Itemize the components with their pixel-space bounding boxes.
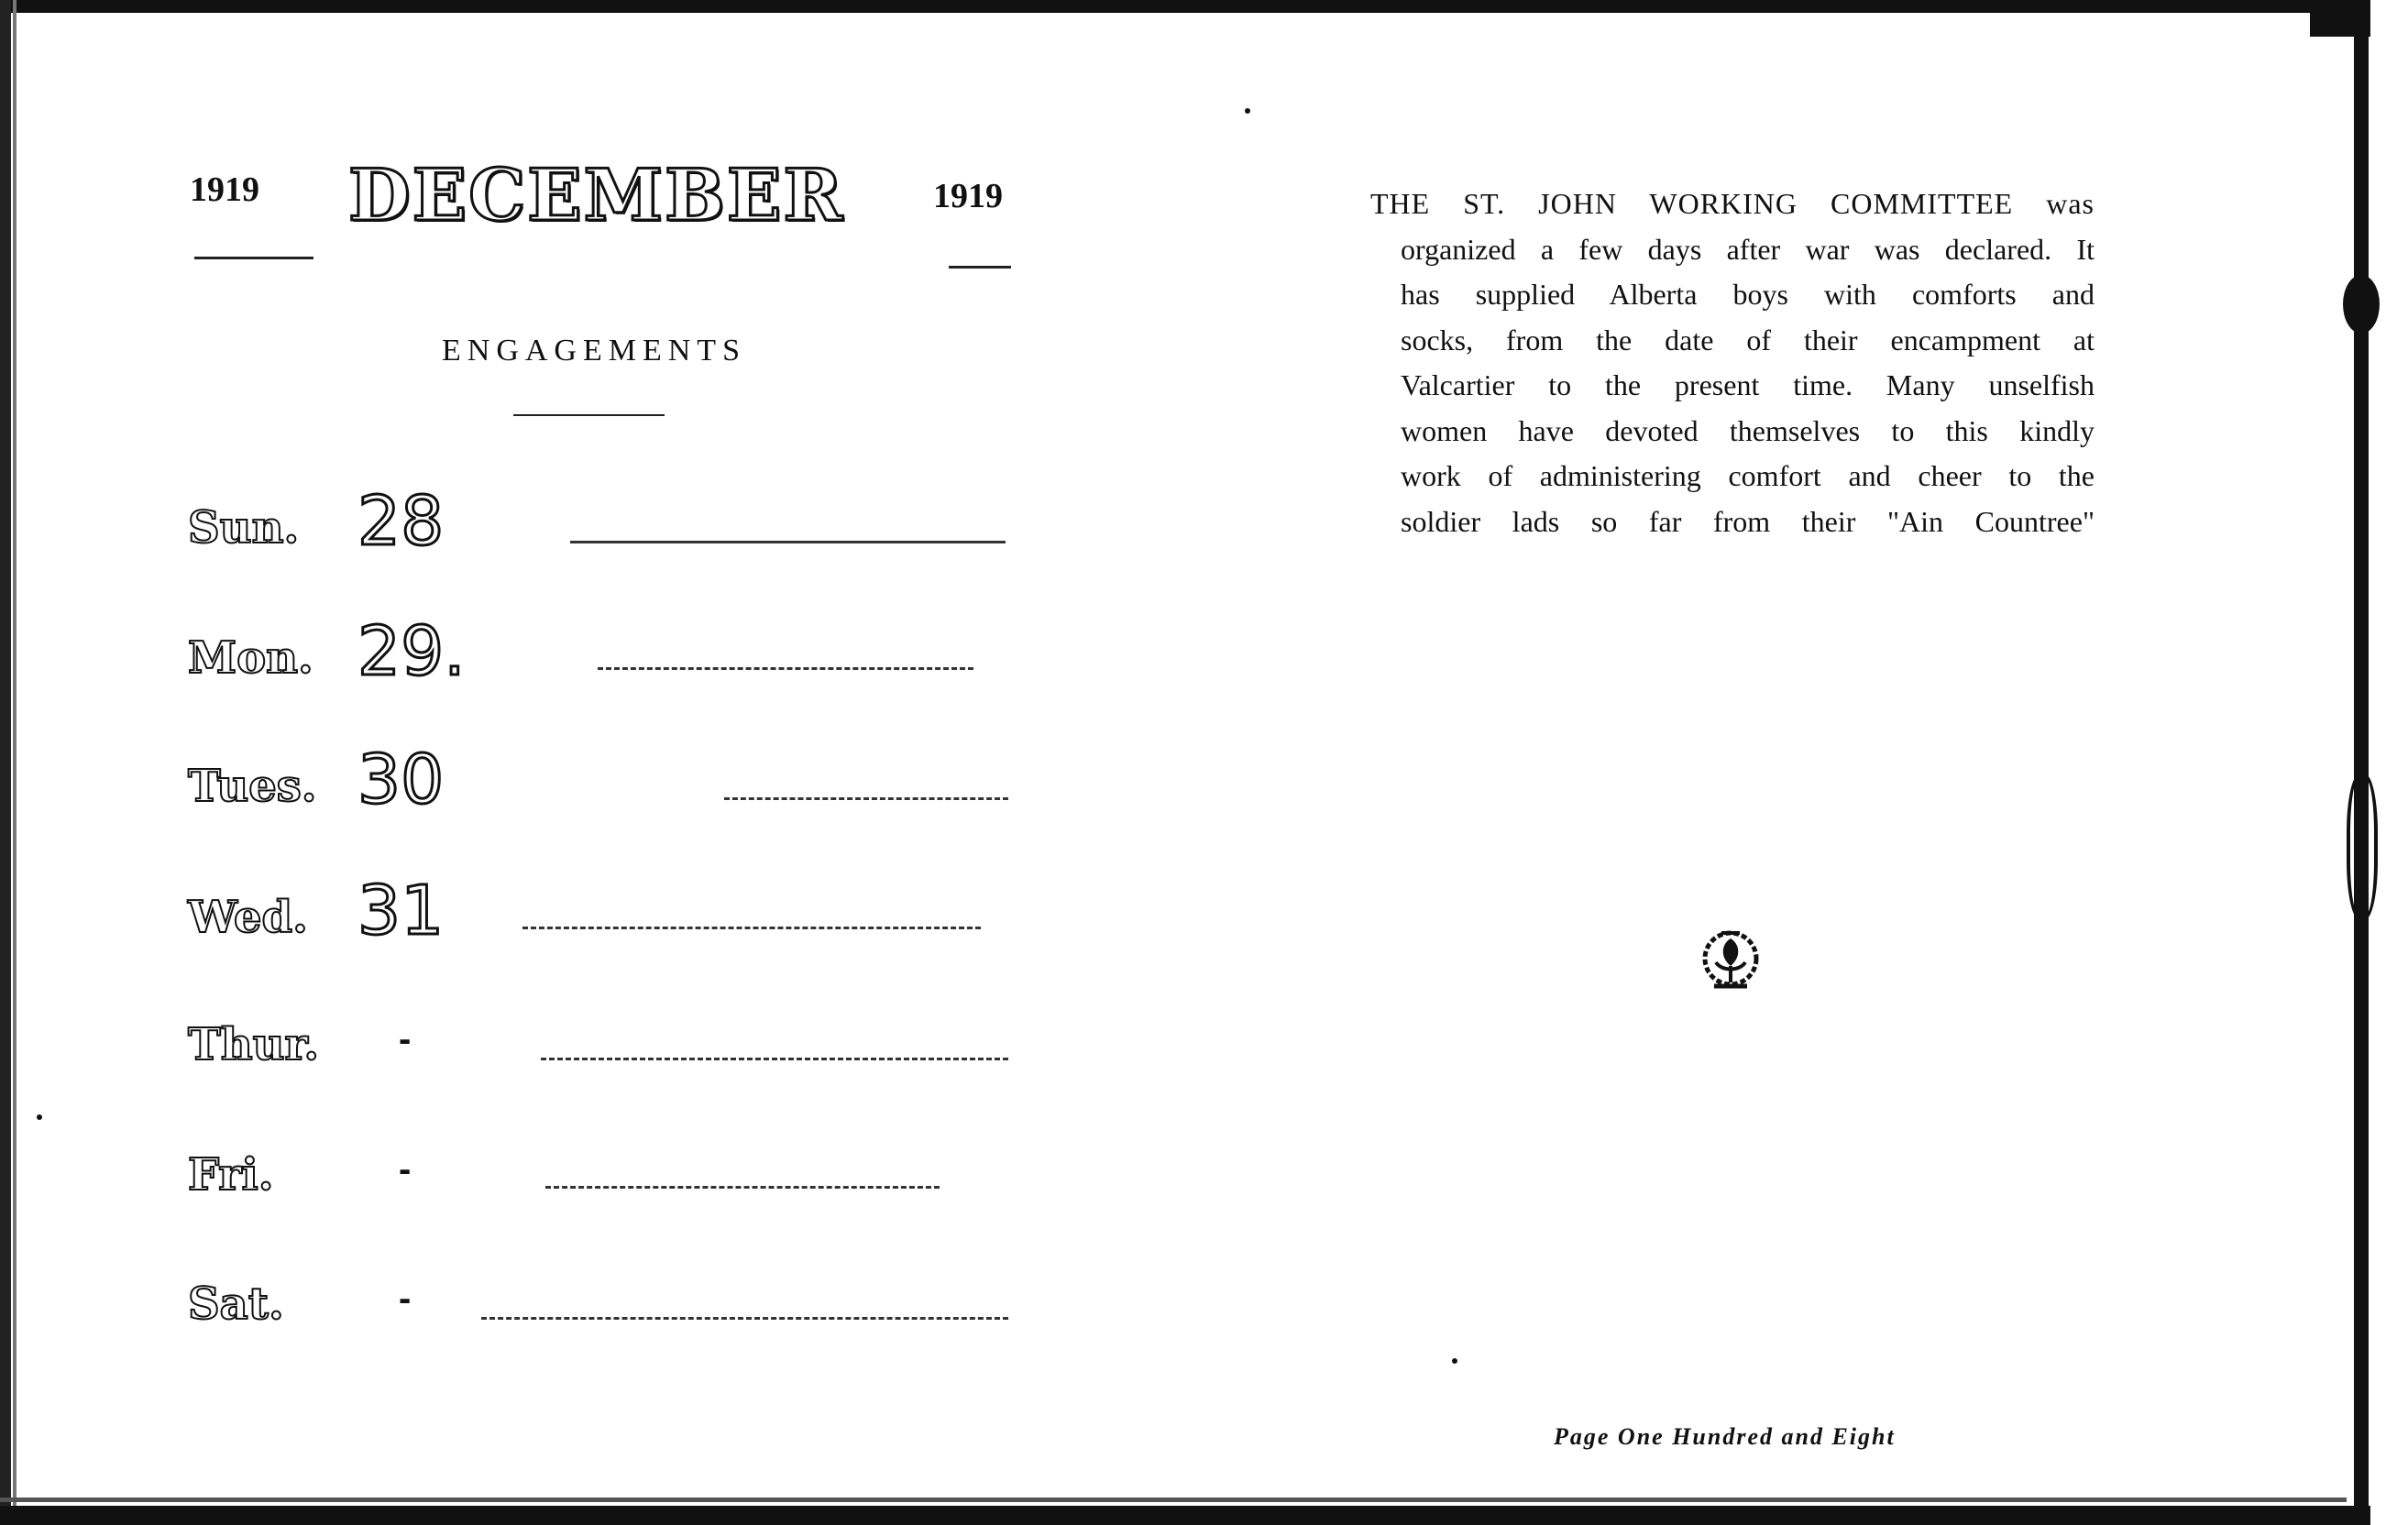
day-row-mon <box>188 612 1013 715</box>
speck <box>1452 1358 1457 1364</box>
top-border <box>0 0 2408 13</box>
divider-right <box>949 266 1011 269</box>
entry-line[interactable] <box>522 927 981 929</box>
article-text <box>1370 181 2095 544</box>
day-date: - <box>399 1019 412 1059</box>
article-line: has supplied Alberta boys with comforts and <box>1401 278 2095 311</box>
day-row-fri <box>188 1149 1013 1232</box>
article-line: Valcartier to the present time. Many unselfish <box>1401 368 2095 401</box>
bottom-border-shadow <box>0 1498 2347 1502</box>
speck <box>37 1114 42 1120</box>
article-line: work of administering comfort and cheer to the <box>1401 459 2095 492</box>
day-name: Fri. <box>188 1149 274 1201</box>
day-row-thur <box>188 1019 1013 1102</box>
article-line: women have devoted themselves to this kindly <box>1401 413 2095 447</box>
entry-line[interactable] <box>724 797 1008 800</box>
right-border <box>2354 27 2369 1512</box>
day-row-wed <box>188 872 1013 974</box>
left-border-shadow <box>13 0 16 1525</box>
engagements-underline <box>513 414 665 416</box>
year-left: 1919 <box>190 170 259 209</box>
article-line: THE ST. JOHN WORKING COMMITTEE was <box>1370 187 2095 220</box>
binding-ring-icon <box>2343 275 2380 334</box>
year-right: 1919 <box>933 177 1003 215</box>
bottom-border <box>0 1506 2408 1525</box>
day-name: Mon. <box>188 632 313 684</box>
entry-line[interactable] <box>545 1186 940 1189</box>
day-date: 29. <box>357 612 466 691</box>
entry-line[interactable] <box>481 1317 1008 1320</box>
entry-line[interactable] <box>598 667 973 670</box>
article-line: socks, from the date of their encampment at <box>1401 323 2095 357</box>
binding-clip-icon <box>2347 774 2378 919</box>
day-name: Wed. <box>188 892 308 943</box>
day-row-sat <box>188 1278 1013 1361</box>
entry-line[interactable] <box>541 1058 1008 1060</box>
article-line: organized a few days after war was declared. It <box>1401 232 2095 266</box>
day-date: - <box>399 1278 412 1319</box>
right-margin <box>2370 0 2408 1525</box>
month-title: DECEMBER <box>348 154 845 237</box>
entry-line[interactable] <box>570 541 1006 543</box>
day-name: Tues. <box>188 761 317 812</box>
day-date: 31 <box>357 872 445 950</box>
day-name: Sat. <box>188 1278 284 1330</box>
day-date: - <box>399 1149 412 1190</box>
day-date: 30 <box>357 741 445 819</box>
thistle-emblem-icon <box>1694 926 1767 995</box>
divider-left <box>194 257 313 259</box>
day-date: 28 <box>357 482 445 561</box>
day-row-tues <box>188 741 1013 843</box>
day-name: Sun. <box>188 502 300 554</box>
day-name: Thur. <box>188 1019 320 1070</box>
left-border <box>0 0 11 1525</box>
article-line: soldier lads so far from their "Ain Countree" <box>1401 504 2095 538</box>
page-footer: Page One Hundred and Eight <box>1554 1423 1896 1450</box>
speck <box>1245 108 1250 114</box>
engagements-heading: ENGAGEMENTS <box>442 334 746 368</box>
day-row-sun <box>188 482 1013 585</box>
